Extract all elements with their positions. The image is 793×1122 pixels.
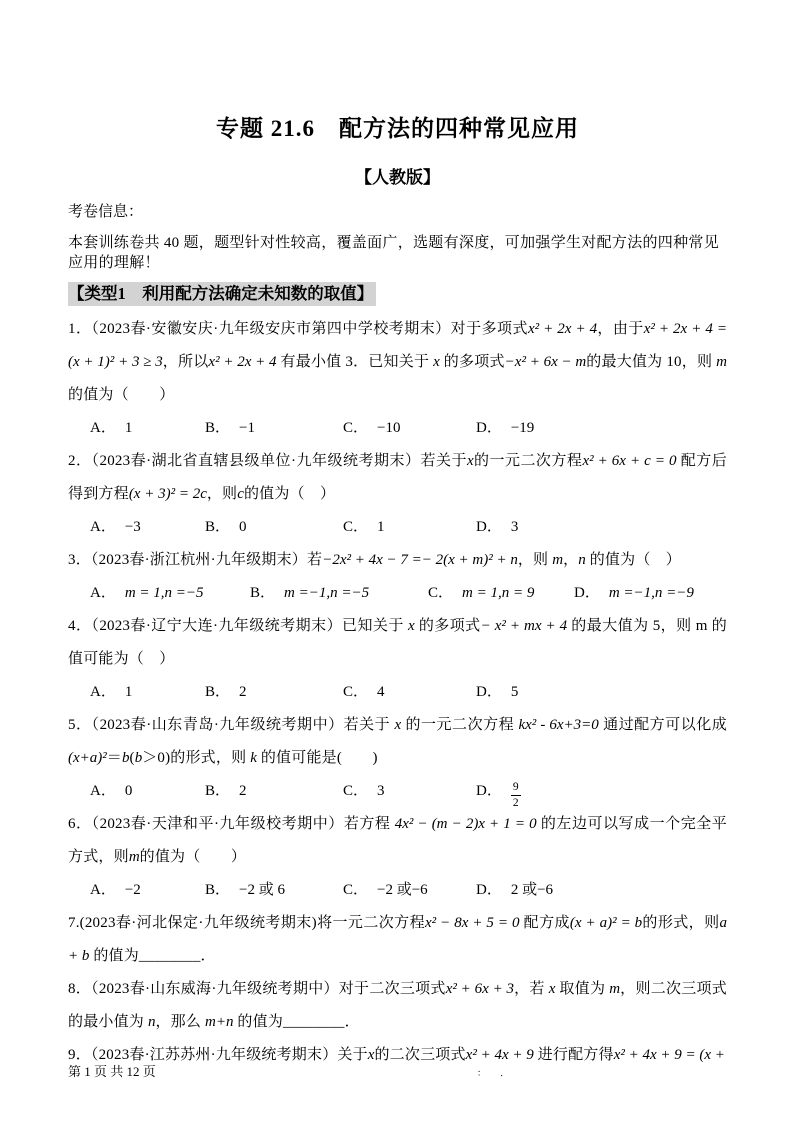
question-1 — [68, 313, 727, 445]
option-label: C． — [428, 585, 454, 601]
question-text-run: 的一元二次方程 — [401, 717, 519, 733]
option-c — [343, 874, 476, 907]
math-expression: x — [394, 717, 402, 733]
math-expression: x² + 4x + 9 = (x + — [613, 1047, 725, 1063]
question-5 — [68, 709, 727, 808]
option-d — [574, 577, 727, 610]
option-label: C． — [343, 882, 369, 898]
option-value: m = 1,n =−5 — [124, 585, 204, 601]
question-text-run: 的值为________． — [233, 1014, 360, 1030]
options-row — [68, 676, 727, 709]
option-b — [250, 577, 428, 610]
option-label: A． — [90, 783, 116, 799]
option-value: −3 — [124, 519, 141, 535]
option-value: 0 — [124, 783, 133, 799]
question-text-run: 的最大值为 5，则 m 的值可能为（ ） — [68, 618, 727, 667]
math-expression: x² + 4x + 9 — [465, 1047, 534, 1063]
option-label: A． — [90, 519, 116, 535]
math-expression: (x + a)² = b — [569, 915, 643, 931]
options-row — [68, 577, 727, 610]
option-label: C． — [343, 420, 369, 436]
option-d — [476, 511, 727, 544]
math-expression: −2x² + 4x − 7 =− 2(x + m)² + n — [322, 552, 518, 568]
option-a — [90, 676, 205, 709]
question-text-run: 9．（2023春·江苏苏州·九年级统考期末）关于 — [68, 1047, 368, 1063]
option-a — [90, 412, 205, 445]
question-text-run: 的多项式 — [439, 354, 505, 370]
options-row — [68, 874, 727, 907]
option-label: A． — [90, 420, 116, 436]
option-label: B． — [205, 882, 231, 898]
option-c — [343, 412, 476, 445]
math-expression: x — [407, 618, 415, 634]
option-label: B． — [205, 420, 231, 436]
option-label: A． — [90, 684, 116, 700]
math-expression: m — [716, 354, 728, 370]
question-text-run: ，则二次三项式的最小值为 — [68, 981, 728, 1030]
option-label: C． — [343, 783, 369, 799]
fraction — [511, 781, 521, 810]
question-text-run: 2．（2023春·湖北省直辖县级单位·九年级统考期末）若关于 — [68, 453, 467, 469]
question-6 — [68, 808, 727, 907]
option-value: 0 — [239, 519, 247, 535]
question-text — [68, 808, 727, 874]
math-expression: m+n — [205, 1014, 234, 1030]
question-text-run: ，由于 — [597, 321, 644, 337]
option-label: D． — [476, 882, 502, 898]
option-value: −2 或−6 — [377, 882, 428, 898]
question-text — [68, 973, 727, 1039]
option-label: B． — [205, 519, 231, 535]
option-d — [476, 874, 727, 907]
math-expression: a + b — [68, 915, 727, 964]
option-value: 3 — [377, 783, 385, 799]
page-title: 专题 21.6 配方法的四种常见应用 — [216, 116, 579, 141]
option-a — [90, 577, 250, 610]
question-text-run: 的多项式 — [414, 618, 481, 634]
option-label: C． — [343, 519, 369, 535]
math-expression: x² + 6x + 3 — [445, 981, 515, 997]
option-label: D． — [574, 585, 600, 601]
math-expression: n — [578, 552, 586, 568]
option-value: 1 — [377, 519, 385, 535]
option-value: −2 — [124, 882, 141, 898]
math-expression: x — [367, 1047, 375, 1063]
option-label: B． — [205, 684, 231, 700]
option-b — [205, 412, 343, 445]
edition-label: 【人教版】 — [355, 168, 440, 187]
option-label: D． — [476, 420, 502, 436]
math-expression: x² + 6x + c = 0 — [582, 453, 677, 469]
math-expression: b — [134, 750, 143, 766]
option-c — [428, 577, 574, 610]
question-text — [68, 907, 727, 973]
question-text-run: 的值为（ ） — [139, 849, 247, 865]
options-row — [68, 412, 727, 445]
option-b — [205, 874, 343, 907]
question-text-run: 的值为________． — [89, 948, 216, 964]
question-text — [68, 610, 727, 676]
question-text-run: 4．（2023春·辽宁大连·九年级统考期末）已知关于 — [68, 618, 408, 634]
question-8 — [68, 973, 727, 1039]
math-expression: (x+a)² — [68, 750, 107, 766]
question-7 — [68, 907, 727, 973]
math-expression: k — [250, 750, 257, 766]
option-value: 3 — [510, 519, 519, 535]
math-expression: − x² + mx + 4 — [480, 618, 568, 634]
option-value: m =−1,n =−9 — [608, 585, 694, 601]
option-b — [205, 676, 343, 709]
question-text-run: 的左边可以写成一个完全平方式，则 — [68, 816, 727, 865]
question-text-run: 有最小值 3．已知关于 — [276, 354, 434, 370]
question-3 — [68, 544, 727, 610]
question-text-run: 的最大值为 10，则 — [586, 354, 717, 370]
math-expression: c — [237, 486, 244, 502]
math-expression: x² − 8x + 5 = 0 — [425, 915, 520, 931]
math-expression: n — [147, 1014, 156, 1030]
option-value: −10 — [377, 420, 401, 436]
fraction-denominator: 2 — [512, 797, 519, 810]
option-value: −19 — [510, 420, 535, 436]
question-text-run: 的值可能是( ) — [256, 750, 378, 766]
question-text-run: ( — [129, 750, 135, 766]
question-text-run: ＝ — [106, 750, 122, 766]
option-label: D． — [476, 783, 502, 799]
option-b — [205, 511, 343, 544]
question-text — [68, 544, 727, 577]
question-text — [68, 1039, 727, 1072]
question-text-run: 的一元二次方程 — [473, 453, 583, 469]
question-text-run: ，那么 — [155, 1014, 206, 1030]
option-value: m =−1,n =−5 — [284, 585, 370, 601]
question-text-run: 的值为（ ） — [68, 387, 175, 403]
footer-mark: ： ． — [477, 1068, 516, 1078]
question-list — [68, 313, 727, 1072]
math-expression: x — [433, 354, 440, 370]
math-expression: (x + 3)² = 2c — [128, 486, 207, 502]
math-expression: x² + 2x + 4 — [527, 321, 598, 337]
exam-info-label: 考卷信息： — [68, 204, 144, 220]
options-row — [68, 775, 727, 808]
question-9 — [68, 1039, 727, 1072]
option-value: 4 — [377, 684, 385, 700]
question-text-run: 取值为 — [555, 981, 610, 997]
question-text-run: ，所以 — [162, 354, 209, 370]
section-heading: 【类型1 利用配方法确定未知数的取值】 — [68, 282, 376, 306]
option-value: 2 — [239, 684, 247, 700]
math-expression: m — [552, 552, 564, 568]
question-text-run: 1．（2023春·安徽安庆·九年级安庆市第四中学校考期末）对于多项式 — [68, 321, 528, 337]
math-expression: b — [121, 750, 130, 766]
option-label: C． — [343, 684, 369, 700]
question-text-run: 3．（2023春·浙江杭州·九年级期末）若 — [68, 552, 323, 568]
math-expression: x² + 2x + 4 — [208, 354, 277, 370]
question-text-run: 配方后得到方程 — [68, 453, 728, 502]
options-row — [68, 511, 727, 544]
option-c — [343, 775, 476, 808]
question-4 — [68, 610, 727, 709]
question-text-run: 6．（2023春·天津和平·九年级校考期中）若方程 — [68, 816, 395, 832]
option-a — [90, 775, 205, 808]
question-2 — [68, 445, 727, 544]
question-text-run: ， — [563, 552, 579, 568]
option-value: −1 — [239, 420, 255, 436]
option-value: 2 — [239, 783, 247, 799]
option-d — [476, 775, 727, 808]
option-label: A． — [90, 882, 116, 898]
fraction-numerator: 9 — [511, 781, 521, 796]
exam-info-text: 本套训练卷共 40 题，题型针对性较高，覆盖面广，选题有深度，可加强学生对配方法的四种常见应用的理解！ — [68, 235, 720, 271]
math-expression: x² + 2x + 4 = (x + 1)² + 3 ≥ 3 — [68, 321, 727, 370]
question-text-run: 7.(2023春·河北保定·九年级统考期末)将一元二次方程 — [68, 915, 426, 931]
question-text-run: ＞0)的形式，则 — [142, 750, 251, 766]
option-label: B． — [205, 783, 231, 799]
question-text-run: 的二次三项式 — [374, 1047, 466, 1063]
option-value: 1 — [124, 684, 133, 700]
option-value: 2 或−6 — [510, 882, 554, 898]
option-value: 1 — [124, 420, 133, 436]
option-label: D． — [476, 684, 502, 700]
question-text-run: 的值为（ ） — [585, 552, 681, 568]
question-text — [68, 709, 727, 775]
question-text-run: 8．（2023春·山东威海·九年级统考期中）对于二次三项式 — [68, 981, 446, 997]
option-value: −2 或 6 — [239, 882, 285, 898]
math-expression: x — [466, 453, 474, 469]
option-label: D． — [476, 519, 502, 535]
math-expression: 4x² − (m − 2)x + 1 = 0 — [394, 816, 537, 832]
question-text-run: 的形式，则 — [642, 915, 720, 931]
option-b — [205, 775, 343, 808]
question-text-run: 通过配方可以化成 — [598, 717, 727, 733]
option-value — [511, 775, 521, 808]
question-text-run: 配方成 — [519, 915, 570, 931]
question-text-run: 的值为（ ） — [243, 486, 336, 502]
math-expression: −x² + 6x − m — [504, 354, 587, 370]
option-label: B． — [250, 585, 276, 601]
question-text — [68, 313, 727, 412]
question-text — [68, 445, 727, 511]
question-text-run: 5．（2023春·山东青岛·九年级统考期中）若关于 — [68, 717, 395, 733]
question-text-run: ，则 — [517, 552, 553, 568]
question-text-run: ，则 — [206, 486, 238, 502]
option-value: m = 1,n = 9 — [462, 585, 535, 601]
question-text-run: 进行配方得 — [533, 1047, 614, 1063]
page-number: 第 1 页 共 12 页 — [68, 1064, 156, 1079]
option-d — [476, 412, 727, 445]
option-c — [343, 676, 476, 709]
option-a — [90, 874, 205, 907]
math-expression: m — [128, 849, 140, 865]
math-expression: kx² - 6x+3=0 — [518, 717, 599, 733]
option-a — [90, 511, 205, 544]
question-text-run: ，若 — [514, 981, 549, 997]
option-label: A． — [90, 585, 116, 601]
option-d — [476, 676, 727, 709]
option-c — [343, 511, 476, 544]
math-expression: m — [609, 981, 621, 997]
math-expression: x — [548, 981, 556, 997]
option-value: 5 — [510, 684, 519, 700]
